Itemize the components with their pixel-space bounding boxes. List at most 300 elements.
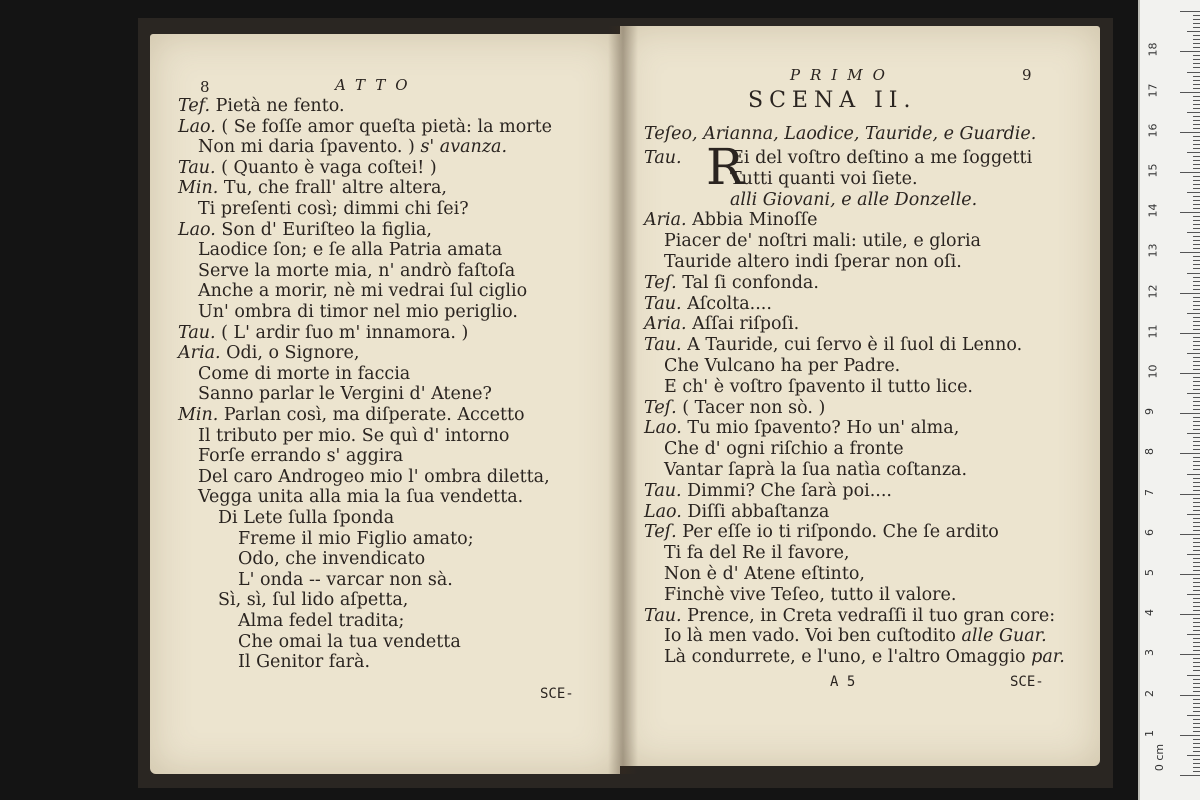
verse-text: Anche a morir, nè mi vedrai ſul ciglio [198, 281, 528, 302]
ruler-tick [1193, 196, 1200, 197]
ruler-tick [1193, 305, 1200, 306]
verse-line [178, 178, 447, 199]
ruler-label: 6 [1143, 528, 1156, 536]
ruler-tick [1193, 349, 1200, 350]
verse-text: ( Se foſſe amor queſta pietà: la morte [221, 116, 552, 137]
ruler-tick [1187, 514, 1200, 515]
ruler-tick [1193, 530, 1200, 531]
verse-line [198, 281, 527, 302]
ruler-tick [1193, 417, 1200, 418]
ruler-tick [1193, 449, 1200, 450]
cast-list: Teſeo, Arianna, Laodice, Tauride, e Guardie. [644, 124, 1037, 144]
ruler-label: 16 [1146, 123, 1160, 138]
speaker-label: Aria. [178, 343, 227, 364]
verse-text: Vantar ſaprà la ſua natìa coſtanza. [664, 460, 968, 480]
verse-line [198, 446, 403, 467]
ruler-tick [1193, 55, 1200, 56]
ruler-tick [1193, 268, 1200, 269]
ruler-tick [1193, 522, 1200, 523]
ruler-tick [1193, 405, 1200, 406]
ruler-tick [1193, 578, 1200, 579]
ruler-tick [1193, 325, 1200, 326]
ruler-tick [1193, 679, 1200, 680]
ruler-tick [1193, 140, 1200, 141]
ruler-tick [1193, 329, 1200, 330]
verse-line [238, 632, 461, 653]
verse-text: Finchè vive Teſeo, tutto il valore. [664, 584, 957, 605]
ruler-tick [1193, 321, 1200, 322]
ruler-tick [1193, 63, 1200, 64]
verse-text: Come di morte in faccia [198, 363, 411, 384]
speaker-label: Lao. [178, 219, 222, 240]
ruler-tick [1193, 341, 1200, 342]
ruler-tick [1193, 59, 1200, 60]
ruler-tick [1193, 100, 1200, 101]
verse-text: Ti preſenti così; dimmi chi ſei? [198, 199, 469, 219]
stage-direction: par. [1025, 647, 1065, 668]
ruler-tick [1193, 482, 1200, 483]
ruler-tick [1193, 35, 1200, 36]
ruler-tick [1193, 570, 1200, 571]
speaker-label: Tau. [644, 293, 688, 314]
ruler-tick [1187, 31, 1200, 32]
verse-text: Piacer de' noſtri mali: utile, e gloria [664, 231, 981, 252]
ruler-tick [1193, 80, 1200, 81]
speaker-label: Lao. [644, 501, 688, 522]
ruler-tick [1193, 297, 1200, 298]
ruler-label: 18 [1146, 42, 1160, 57]
ruler-label: 13 [1146, 243, 1160, 258]
verse-text: Tauride altero indi ſperar non oſi. [664, 252, 962, 272]
verse-line [664, 460, 967, 481]
ruler-tick [1180, 252, 1200, 253]
ruler-tick [1193, 425, 1200, 426]
ruler-tick [1193, 739, 1200, 740]
ruler-tick [1193, 128, 1200, 129]
ruler-tick [1193, 164, 1200, 165]
speaker-label: Tef. [178, 96, 216, 116]
verse-line [644, 398, 825, 419]
ruler-tick [1187, 393, 1200, 394]
ruler-tick [1180, 92, 1200, 93]
ruler-label: 11 [1146, 324, 1160, 339]
ruler-tick [1180, 654, 1200, 655]
ruler-tick [1193, 771, 1200, 772]
ruler-tick [1187, 594, 1200, 595]
verse-line [198, 364, 410, 385]
ruler-tick [1193, 469, 1200, 470]
speaker-label: Tau. [644, 480, 688, 501]
ruler-tick [1193, 369, 1200, 370]
ruler-tick [1193, 124, 1200, 125]
ruler-tick [1193, 248, 1200, 249]
ruler-tick [1193, 650, 1200, 651]
ruler-tick [1187, 634, 1200, 635]
ruler-tick [1193, 445, 1200, 446]
ruler-tick [1193, 345, 1200, 346]
ruler-tick [1193, 289, 1200, 290]
verse-line [664, 543, 850, 564]
ruler-tick [1187, 474, 1200, 475]
ruler-tick [1193, 465, 1200, 466]
verse-text: Pietà ne fento. [215, 96, 345, 116]
verse-line [198, 487, 523, 508]
ruler-tick [1193, 502, 1200, 503]
ruler-tick [1193, 526, 1200, 527]
ruler-tick [1193, 96, 1200, 97]
ruler-tick [1193, 478, 1200, 479]
ruler-tick [1193, 188, 1200, 189]
verse-text: Parlan così, ma diſperate. Accetto [223, 405, 525, 425]
ruler-tick [1193, 357, 1200, 358]
speaker-label: Min. [178, 178, 224, 199]
ruler-tick [1193, 361, 1200, 362]
ruler-tick [1193, 19, 1200, 20]
ruler-tick [1193, 176, 1200, 177]
ruler-label: 8 [1143, 448, 1156, 456]
ruler-tick [1180, 494, 1200, 495]
ruler-tick [1193, 309, 1200, 310]
ruler-tick [1193, 498, 1200, 499]
verse-line [238, 611, 404, 632]
verse-text: Forſe errando s' aggira [198, 446, 404, 467]
ruler-tick [1187, 554, 1200, 555]
verse-text: Che omai la tua vendetta [238, 631, 461, 652]
ruler-tick [1193, 638, 1200, 639]
ruler-tick [1193, 208, 1200, 209]
ruler-tick [1193, 148, 1200, 149]
ruler-tick [1193, 120, 1200, 121]
ruler-tick [1193, 244, 1200, 245]
ruler-tick [1193, 670, 1200, 671]
ruler-tick [1193, 228, 1200, 229]
right-page [620, 26, 1100, 766]
verse-line [644, 481, 892, 502]
verse-text: Sanno parlar le Vergini d' Atene? [198, 384, 492, 405]
ruler-tick [1187, 273, 1200, 274]
speaker-label: Lao. [644, 418, 688, 439]
verse-line [644, 522, 999, 543]
ruler-tick [1187, 192, 1200, 193]
ruler-tick [1193, 610, 1200, 611]
verse-text: Odo, che invendicato [238, 549, 426, 570]
verse-line [178, 117, 552, 138]
speaker-label: Teſ. [644, 272, 683, 293]
verse-text: Un' ombra di timor nel mio periglio. [198, 302, 518, 322]
ruler-tick [1193, 566, 1200, 567]
ruler-tick [1187, 755, 1200, 756]
verse-text: Freme il mio Figlio amato; [238, 528, 474, 549]
ruler-tick [1193, 642, 1200, 643]
ruler-tick [1193, 409, 1200, 410]
ruler-label: 12 [1146, 284, 1160, 299]
ruler-tick [1180, 453, 1200, 454]
verse-text: ( Tacer non sò. ) [682, 397, 826, 418]
ruler-tick [1193, 461, 1200, 462]
ruler-label: 14 [1146, 203, 1160, 218]
verse-text: Tutti quanti voi ſiete. [730, 168, 918, 189]
ruler-tick [1187, 232, 1200, 233]
ruler-tick [1193, 381, 1200, 382]
ruler-tick [1193, 719, 1200, 720]
verse-line [644, 210, 817, 231]
ruler-tick [1193, 220, 1200, 221]
verse-line [198, 302, 518, 323]
ruler-tick [1193, 666, 1200, 667]
ruler-tick [1193, 47, 1200, 48]
ruler-tick [1193, 506, 1200, 507]
catchword: SCE- [540, 686, 574, 702]
verse-line [178, 405, 525, 426]
ruler-tick [1193, 759, 1200, 760]
speaker-label: Teſ. [644, 397, 683, 418]
ruler-tick [1193, 84, 1200, 85]
verse-text: Io là men vado. Voi ben cuſtodito [664, 626, 956, 647]
verse-line [644, 273, 819, 294]
ruler-tick [1193, 240, 1200, 241]
verse-text: Aſſai riſpoſi. [692, 314, 800, 335]
verse-text: Alma fedel tradita; [238, 611, 405, 631]
ruler-tick [1193, 767, 1200, 768]
verse-line [178, 96, 345, 117]
ruler-tick [1193, 156, 1200, 157]
ruler-tick [1180, 735, 1200, 736]
verse-line [218, 508, 394, 529]
ruler-tick [1193, 301, 1200, 302]
ruler-tick [1193, 731, 1200, 732]
ruler-tick [1193, 277, 1200, 278]
ruler-tick [1193, 389, 1200, 390]
verse-line [730, 169, 918, 190]
ruler-tick [1193, 397, 1200, 398]
ruler-label: 2 [1143, 689, 1156, 697]
ruler-tick [1193, 687, 1200, 688]
verse-text: Tal ſi confonda. [682, 272, 819, 293]
ruler-tick [1193, 136, 1200, 137]
ruler-label: 1 [1143, 729, 1156, 737]
page-number: 9 [1022, 66, 1032, 84]
ruler-tick [1193, 15, 1200, 16]
ruler-tick [1180, 695, 1200, 696]
ruler-tick [1193, 104, 1200, 105]
verse-text: Sì, sì, ſul lido aſpetta, [218, 590, 409, 611]
ruler-tick [1187, 433, 1200, 434]
verse-line [664, 252, 962, 273]
ruler-tick [1193, 256, 1200, 257]
ruler-tick [1193, 751, 1200, 752]
ruler-tick [1193, 662, 1200, 663]
ruler-tick [1187, 675, 1200, 676]
ruler-tick [1193, 184, 1200, 185]
verse-line [198, 240, 502, 261]
ruler-tick [1193, 646, 1200, 647]
ruler-tick [1193, 264, 1200, 265]
verse-text: Prence, in Creta vedraſſi il tuo gran core: [687, 605, 1056, 626]
running-head: PRIMO [790, 66, 895, 84]
ruler-tick [1193, 542, 1200, 543]
book-spread [138, 18, 1113, 788]
verse-line [664, 231, 981, 252]
ruler-tick [1193, 582, 1200, 583]
ruler-tick [1193, 626, 1200, 627]
verse-text: Laodice ſon; e ſe alla Patria amata [198, 240, 503, 261]
verse-line [644, 418, 959, 439]
verse-line [664, 356, 900, 377]
verse-line [730, 190, 977, 211]
ruler-tick [1193, 76, 1200, 77]
ruler-label: 7 [1143, 488, 1156, 496]
verse-line [178, 323, 468, 344]
ruler-tick [1193, 598, 1200, 599]
verse-line [644, 314, 799, 335]
verse-line [198, 426, 509, 447]
ruler-tick [1193, 108, 1200, 109]
verse-text: Vegga unita alla mia la ſua vendetta. [198, 487, 524, 508]
ruler-tick [1193, 67, 1200, 68]
verse-line [644, 148, 1032, 169]
ruler-tick [1193, 224, 1200, 225]
ruler-tick [1193, 168, 1200, 169]
ruler-tick [1193, 317, 1200, 318]
verse-line [664, 585, 956, 606]
verse-text: Son d' Euriſteo la figlia, [221, 219, 432, 240]
ruler-tick [1193, 200, 1200, 201]
ruler-label: 4 [1143, 609, 1156, 617]
ruler-tick [1193, 602, 1200, 603]
ruler-tick [1193, 429, 1200, 430]
verse-text: Non mi daria ſpavento. ) [198, 137, 415, 158]
ruler-label: 15 [1146, 163, 1160, 178]
running-head: ATTO [335, 76, 418, 94]
stage-direction: s' avanza. [414, 137, 508, 158]
ruler-tick [1193, 727, 1200, 728]
ruler-tick [1193, 281, 1200, 282]
ruler-tick [1193, 385, 1200, 386]
speaker-label: Lao. [178, 116, 222, 137]
verse-line [198, 137, 507, 158]
verse-line [644, 606, 1055, 627]
ruler-tick [1187, 152, 1200, 153]
ruler-tick [1193, 236, 1200, 237]
verse-line [198, 467, 550, 488]
verse-text: L' onda -- varcar non sà. [238, 569, 453, 590]
verse-line [218, 590, 408, 611]
verse-line [644, 294, 772, 315]
ruler-tick [1193, 260, 1200, 261]
speaker-label: Tau. [644, 605, 688, 626]
verse-text: Là condurrete, e l'uno, e l'altro Omaggio [664, 647, 1026, 668]
verse-text: Diſſi abbaſtanza [687, 501, 830, 522]
speaker-label: Min. [178, 405, 224, 425]
ruler-tick [1180, 534, 1200, 535]
ruler-tick [1187, 715, 1200, 716]
verse-line [198, 199, 469, 220]
ruler-tick [1193, 23, 1200, 24]
drop-cap: R [706, 138, 744, 196]
ruler-tick [1193, 747, 1200, 748]
ruler-tick [1187, 313, 1200, 314]
speaker-label: Aria. [644, 210, 693, 231]
verse-text: E ch' è voſtro ſpavento il tutto lice. [664, 376, 973, 397]
verse-text: Del caro Androgeo mio l' ombra diletta, [198, 466, 550, 487]
ruler-tick [1193, 285, 1200, 286]
ruler-tick [1193, 562, 1200, 563]
verse-text: Odi, o Signore, [226, 343, 360, 364]
ruler-tick [1180, 11, 1200, 12]
stage-direction: alle Guar. [955, 626, 1047, 647]
ruler-tick [1193, 558, 1200, 559]
ruler-tick [1193, 658, 1200, 659]
verse-text: Il tributo per mio. Se quì d' intorno [198, 425, 510, 446]
signature-mark: A 5 [830, 674, 856, 690]
ruler-tick [1193, 337, 1200, 338]
ruler-tick [1193, 743, 1200, 744]
ruler-tick [1193, 606, 1200, 607]
verse-line [664, 439, 904, 460]
measurement-ruler [1138, 0, 1200, 800]
ruler-tick [1193, 691, 1200, 692]
ruler-tick [1193, 586, 1200, 587]
ruler-tick [1180, 212, 1200, 213]
ruler-tick [1193, 486, 1200, 487]
ruler-tick [1180, 413, 1200, 414]
ruler-tick [1193, 88, 1200, 89]
ruler-tick [1193, 630, 1200, 631]
speaker-label: Aria. [644, 314, 693, 335]
scene-title: SCENA II. [748, 88, 917, 113]
ruler-tick [1180, 172, 1200, 173]
ruler-tick [1180, 373, 1200, 374]
ruler-tick [1180, 574, 1200, 575]
ruler-tick [1193, 723, 1200, 724]
ruler-tick [1193, 441, 1200, 442]
gutter-shadow [608, 26, 638, 774]
verse-text: Che Vulcano ha per Padre. [664, 356, 901, 376]
verse-text: Non è d' Atene eſtinto, [664, 564, 865, 584]
ruler-tick [1180, 614, 1200, 615]
verse-text: Ti fa del Re il favore, [664, 543, 850, 564]
stage-direction: alli Giovani, e alle Donzelle. [730, 189, 978, 210]
verse-line [644, 502, 829, 523]
ruler-tick [1193, 180, 1200, 181]
verse-line [664, 647, 1065, 668]
ruler-tick [1180, 293, 1200, 294]
verse-line [664, 564, 865, 585]
ruler-label: 3 [1143, 649, 1156, 657]
verse-line [178, 343, 359, 364]
verse-text: ( L' ardir ſuo m' innamora. ) [221, 322, 469, 343]
verse-line [198, 261, 515, 282]
left-page [150, 34, 620, 774]
verse-text: Aſcolta.... [687, 293, 772, 314]
ruler-tick [1187, 72, 1200, 73]
ruler-tick [1180, 775, 1200, 776]
ruler-tick [1193, 216, 1200, 217]
verse-line [238, 549, 425, 570]
ruler-tick [1193, 457, 1200, 458]
ruler-tick [1193, 116, 1200, 117]
page-number: 8 [200, 78, 210, 96]
verse-text: Che d' ogni riſchio a fronte [664, 439, 904, 460]
verse-line [198, 384, 492, 405]
ruler-tick [1180, 132, 1200, 133]
verse-line [178, 220, 432, 241]
verse-text: Tu mio ſpavento? Ho un' alma, [687, 418, 960, 439]
ruler-tick [1193, 550, 1200, 551]
ruler-tick [1193, 490, 1200, 491]
ruler-tick [1193, 707, 1200, 708]
catchword: SCE- [1010, 674, 1044, 690]
